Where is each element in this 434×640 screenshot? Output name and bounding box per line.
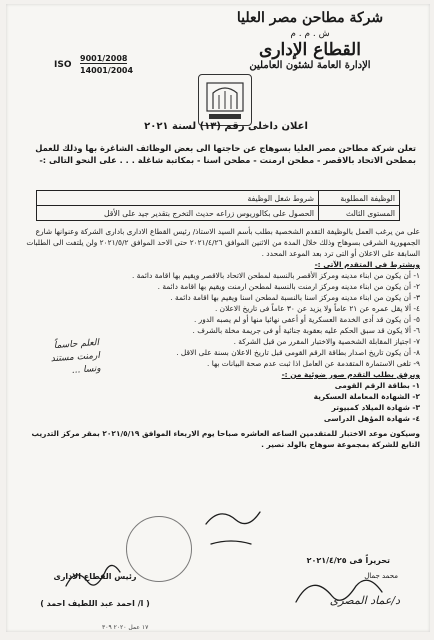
side-note-line: العلم حاسماً: [53, 337, 100, 352]
condition-item: ١- أن يكون من ابناء مدينه ومركز الأقصر بالنسبة لمطحن الاتحاد بالاقصر ويقيم بها اقامة دائمة .: [131, 271, 420, 280]
documents-title: ويرفق بطلب التقدم صور ضوئية من :-: [281, 370, 420, 379]
handwritten-signatures: [6, 4, 430, 632]
issue-date: تحريراً فى ٢٠٢١/٤/٢٥: [306, 556, 390, 565]
iso-standard-2: 14001/2004: [80, 66, 134, 75]
list-item: ٣- شهادة الميلاد كمبيوتر: [331, 403, 420, 412]
iso-label: ISO: [54, 60, 72, 70]
condition-item: ٩- تلغى الاستمارة المتقدمة عن العامل اذا ثبت عدم صحة البيانات بها .: [207, 359, 420, 368]
condition-item: ٦- ألا يكون قد سبق الحكم عليه بعقوبة جنائية أو فى جريمة مخلة بالشرف .: [192, 326, 420, 335]
list-item: ٤- شهادة المؤهل الدراسى: [323, 414, 420, 423]
header-required-job: الوظيفة المطلوبة: [319, 191, 400, 206]
condition-item: ٤- ألا يقل عمره عن ٢١ عاماً ولا يزيد عن ٣٠ عاماً فى تاريخ الاعلان .: [214, 304, 420, 313]
stamp-name: محمد جمال: [364, 572, 398, 580]
condition-item: ٧- اجتياز المقابلة الشخصية والاختبار المقرر من قبل الشركة .: [233, 337, 420, 346]
condition-item: ٣- أن يكون من ابناء مدينه ومركز اسنا بالنسبة لمطحن اسنا ويقيم بها اقامة دائمة .: [170, 293, 420, 302]
handwritten-bottom-note: د/عماد المصرى: [329, 594, 400, 607]
side-note-line: ونسا ...: [71, 363, 102, 376]
condition-item: ٥- أن يكون قد أدى الخدمة العسكرية أو أعفى نهائيا منها أو لم يصبه الدور .: [193, 315, 420, 324]
signature-scribble-left: [66, 565, 120, 586]
intro-paragraph: تعلن شركة مطاحن مصر العليا بسوهاج عن حاجتها الى بعض الوظائف الشاغرة بها وذلك للعمل بمطحن الاتحاد بالاقصر - مطحن ارمنت - مطحن اسنا - بمكاتبة شاغلة . . . على النحو التالى :-: [35, 143, 416, 165]
list-item: ٢- الشهادة المعاملة العسكرية: [313, 392, 420, 401]
condition-item: ٢- أن يكون من ابناء مدينه ومركز ارمنت بالنسبة لمطحن ارمنت ويقيم بها اقامة دائمة .: [157, 282, 420, 291]
conditions-title: ويشترط فى المتقدم الآتى :-: [314, 260, 420, 269]
header-job-conditions: شروط شغل الوظيفة: [37, 191, 319, 206]
exam-paragraph: وسيكون موعد الاختبار للمتقدمين الساعه العاشره صباحا يوم الاربعاء الموافق ٢٠٢١/٥/١٩ بمقر مركز التدريب التابع للشركة بمجموعة سوهاج بالولد نصير .: [31, 429, 420, 449]
company-type: ش . م . م: [290, 29, 330, 39]
signature-title: رئيس القطاع الادارى: [53, 572, 137, 581]
condition-item: ٨- أن يكون تاريخ اصدار بطاقة الرقم القومى قبل تاريخ الاعلان بسنة على الاقل .: [176, 348, 420, 357]
company-name: شركة مطاحن مصر العليا: [236, 10, 384, 26]
department-name: الإدارة العامة لشئون العاملين: [249, 60, 371, 71]
announcement-number: اعلان داخلى رقم (١٣) لسنة ٢٠٢١: [144, 121, 308, 132]
job-qualification: الحصول على بكالوريوس زراعه حديث التخرج بتقدير جيد على الأقل: [37, 206, 319, 221]
list-item: ١- بطاقة الرقم القومى: [334, 381, 420, 390]
footer-reference: ١٧ عمل ٢٠٢٠ ٣٠٩: [102, 624, 149, 631]
job-level: المستوى الثالث: [319, 206, 400, 221]
side-note-line: ارمنت مستند: [50, 350, 101, 365]
iso-standard-1: 9001/2008: [80, 54, 128, 63]
sector-name: القطاع الإدارى: [259, 40, 361, 60]
application-paragraph: على من يرغب العمل بالوظيفة التقدم الشخصية بطلب بأسم السيد الاستاذ/ رئيس القطاع الادارى بادارى الشركة وعنوانها شارع الجمهورية الشرقى بسوهاج وذلك خلال المدة من الاثنين الموافق ٢٠٢١/٤/٢٦ حتى الاحد الموافق ٢٠٢١/٥/٢ ولن يلتفت الى الطلبات السابقة على الاعلان أو التى ترد بعد الموعد المحدد .: [26, 227, 420, 258]
document-page: [6, 4, 430, 632]
signatory-name: ( ا/ احمد عبد اللطيف احمد ): [40, 599, 150, 608]
signature-scribble-center: [206, 512, 260, 544]
